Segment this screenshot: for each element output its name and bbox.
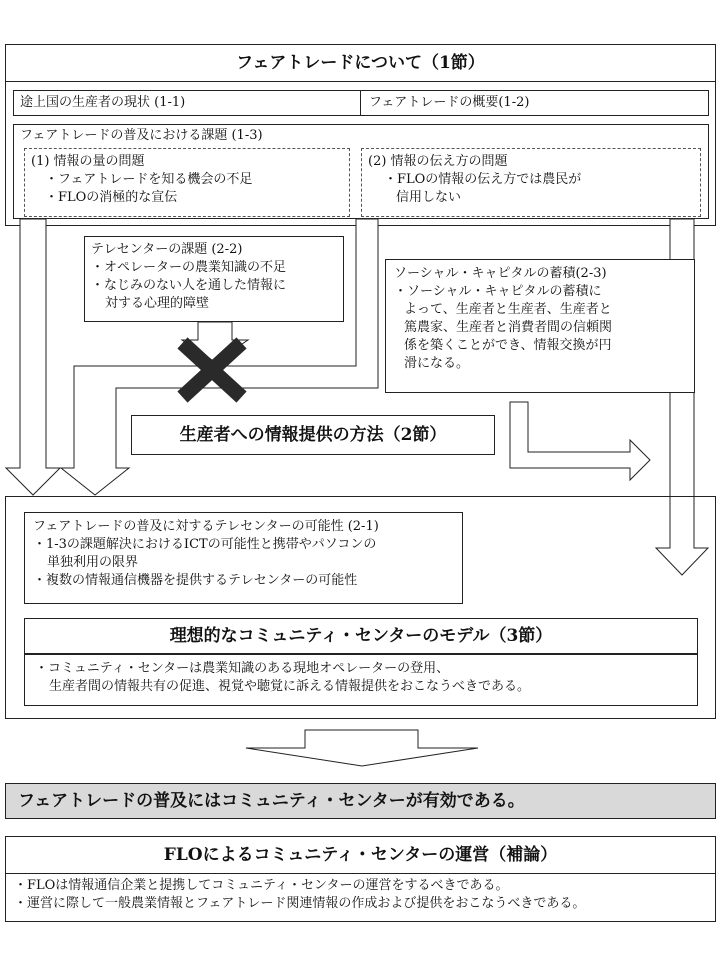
social-capital-line-4: 係を築くことができ、情報交換が円	[404, 338, 612, 353]
possibility-title: フェアトレードの普及に対するテレセンターの可能性 (2-1)	[33, 519, 379, 534]
appendix-body	[14, 877, 714, 913]
section1-title: フェアトレードについて（1節）	[5, 44, 716, 82]
possibility-item-2: ・複数の情報通信機器を提供するテレセンターの可能性	[33, 573, 358, 588]
issue1-item-2: ・FLOの消極的な宣伝	[45, 190, 178, 205]
section1-cell-right: フェアトレードの概要(1-2)	[360, 90, 709, 116]
appendix-item-1: ・FLOは情報通信企業と提携してコミュニティ・センターの運営をするべきである。	[14, 878, 509, 893]
possibility-box	[24, 512, 463, 604]
telecenter-title: テレセンターの課題 (2-2)	[91, 242, 243, 257]
conclusion-text: フェアトレードの普及にはコミュニティ・センターが有効である。	[18, 791, 525, 811]
issue2-title: (2) 情報の伝え方の問題	[368, 154, 508, 169]
telecenter-item-2-line1: ・なじみのない人を通した情報に	[91, 278, 287, 293]
issue2-item-line2: 信用しない	[396, 190, 462, 205]
social-capital-line-5: 滑になる。	[404, 356, 470, 371]
possibility-item-1-line1: ・1-3の課題解決におけるICTの可能性と携帯やパソコンの	[33, 537, 377, 552]
social-capital-box	[385, 259, 695, 393]
social-capital-line-3: 篤農家、生産者と消費者間の信頼関	[404, 320, 613, 335]
issues-title: フェアトレードの普及における課題 (1-3)	[20, 128, 263, 143]
issue2-item-line1: ・FLOの情報の伝え方では農民が	[384, 172, 582, 187]
issue1-item-1: ・フェアトレードを知る機会の不足	[45, 172, 253, 187]
appendix-title: FLOによるコミュニティ・センターの運営（補論）	[5, 836, 716, 874]
section3-line-1: ・コミュニティ・センターは農業知識のある現地オペレーターの登用、	[35, 661, 450, 676]
conclusion-banner	[5, 783, 716, 819]
social-capital-line-1: ・ソーシャル・キャピタルの蓄積に	[394, 284, 602, 299]
section3-title: 理想的なコミュニティ・センターのモデル（3節）	[24, 618, 698, 654]
social-capital-title: ソーシャル・キャピタルの蓄積(2-3)	[394, 266, 607, 281]
section1-cell-left: 途上国の生産者の現状 (1-1)	[13, 90, 361, 116]
section3-line-2: 生産者間の情報共有の促進、視覚や聴覚に訴える情報提供をおこなうべきである。	[49, 679, 531, 694]
section2-title: 生産者への情報提供の方法（2節）	[131, 415, 495, 455]
appendix-item-2: ・運営に際して一般農業情報とフェアトレード関連情報の作成および提供をおこなうべきである。	[14, 896, 586, 911]
social-capital-line-2: よって、生産者と生産者、生産者と	[404, 302, 612, 317]
telecenter-item-2-line2: 対する心理的障壁	[105, 296, 210, 311]
issue1-title: (1) 情報の量の問題	[31, 154, 145, 169]
telecenter-item-1: ・オペレーターの農業知識の不足	[91, 260, 287, 275]
possibility-item-1-line2: 単独利用の限界	[47, 555, 139, 570]
section3-body	[24, 654, 698, 706]
